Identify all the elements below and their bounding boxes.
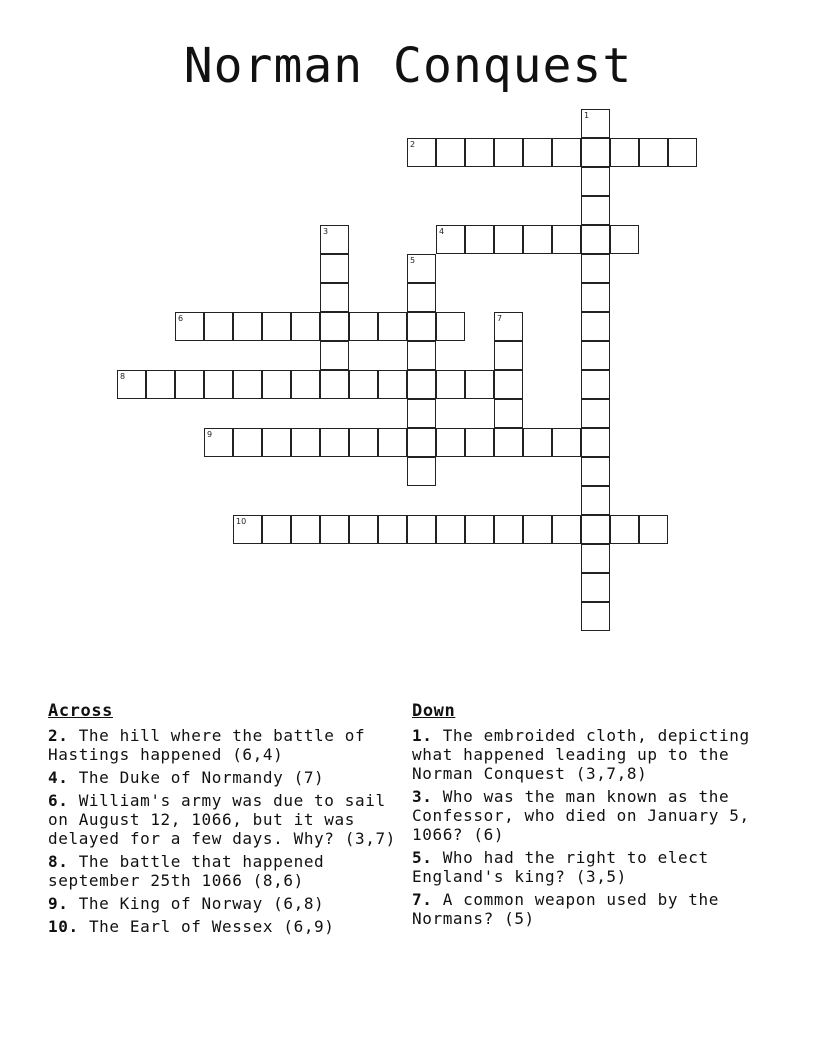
- clue-number: 2.: [48, 726, 69, 745]
- grid-cell[interactable]: [494, 225, 523, 254]
- grid-cell[interactable]: [175, 312, 204, 341]
- clue-number: 8.: [48, 852, 69, 871]
- clue-down-1: [412, 726, 767, 783]
- grid-cell[interactable]: [407, 370, 436, 399]
- grid-cell[interactable]: [320, 515, 349, 544]
- grid-cell[interactable]: [407, 283, 436, 312]
- clue-number: 1.: [412, 726, 433, 745]
- across-heading: Across: [48, 701, 114, 721]
- grid-cell[interactable]: [262, 428, 291, 457]
- clue-down-3: [412, 787, 767, 844]
- grid-cell[interactable]: [465, 515, 494, 544]
- cell-number: 5: [410, 256, 416, 265]
- grid-cell[interactable]: [378, 428, 407, 457]
- grid-cell[interactable]: [523, 225, 552, 254]
- grid-cell[interactable]: [320, 428, 349, 457]
- grid-cell[interactable]: [523, 515, 552, 544]
- clue-across-6: [48, 791, 403, 848]
- grid-cell[interactable]: [581, 370, 610, 399]
- grid-cell[interactable]: [407, 254, 436, 283]
- clue-across-2: [48, 726, 403, 764]
- grid-cell[interactable]: [581, 573, 610, 602]
- grid-cell[interactable]: [552, 225, 581, 254]
- grid-cell[interactable]: [204, 312, 233, 341]
- grid-cell[interactable]: [639, 515, 668, 544]
- grid-cell[interactable]: [320, 341, 349, 370]
- clue-text: Who had the right to elect England's king? (3,5): [412, 848, 709, 886]
- clue-number: 6.: [48, 791, 69, 810]
- grid-cell[interactable]: [436, 428, 465, 457]
- grid-cell[interactable]: [552, 428, 581, 457]
- grid-cell[interactable]: [320, 283, 349, 312]
- clue-across-10: [48, 917, 403, 936]
- cell-number: 7: [497, 314, 503, 323]
- grid-cell[interactable]: [581, 138, 610, 167]
- clue-text: The Earl of Wessex (6,9): [88, 917, 335, 936]
- clue-number: 4.: [48, 768, 69, 787]
- clue-across-4: [48, 768, 403, 787]
- grid-cell[interactable]: [465, 225, 494, 254]
- grid-cell[interactable]: [639, 138, 668, 167]
- grid-cell[interactable]: [262, 370, 291, 399]
- grid-cell[interactable]: [233, 428, 262, 457]
- cell-number: 4: [439, 227, 445, 236]
- grid-cell[interactable]: [349, 515, 378, 544]
- grid-cell[interactable]: [291, 370, 320, 399]
- grid-cell[interactable]: [407, 399, 436, 428]
- clue-text: William's army was due to sail on August 12, 1066, but it was delayed for a few days. Why? (3,7): [48, 791, 396, 848]
- grid-cell[interactable]: [204, 428, 233, 457]
- grid-cell[interactable]: [465, 428, 494, 457]
- clue-text: Who was the man known as the Confessor, who died on January 5, 1066? (6): [412, 787, 750, 844]
- grid-cell[interactable]: [407, 457, 436, 486]
- grid-cell[interactable]: [465, 138, 494, 167]
- grid-cell[interactable]: [262, 312, 291, 341]
- grid-cell[interactable]: [407, 341, 436, 370]
- grid-cell[interactable]: [552, 515, 581, 544]
- cell-number: 9: [207, 430, 213, 439]
- grid-cell[interactable]: [581, 109, 610, 138]
- grid-cell[interactable]: [407, 428, 436, 457]
- grid-cell[interactable]: [523, 138, 552, 167]
- clue-down-7: [412, 890, 767, 928]
- clue-down-5: [412, 848, 767, 886]
- grid-cell[interactable]: [436, 370, 465, 399]
- grid-cell[interactable]: [378, 312, 407, 341]
- clue-number: 9.: [48, 894, 69, 913]
- grid-cell[interactable]: [407, 138, 436, 167]
- clue-number: 5.: [412, 848, 433, 867]
- cell-number: 10: [236, 517, 247, 526]
- grid-cell[interactable]: [581, 312, 610, 341]
- grid-cell[interactable]: [581, 225, 610, 254]
- grid-cell[interactable]: [407, 312, 436, 341]
- clue-text: The Duke of Normandy (7): [78, 768, 325, 787]
- cell-number: 6: [178, 314, 184, 323]
- grid-cell[interactable]: [581, 254, 610, 283]
- grid-cell[interactable]: [494, 312, 523, 341]
- grid-cell[interactable]: [581, 196, 610, 225]
- grid-cell[interactable]: [146, 370, 175, 399]
- grid-cell[interactable]: [349, 428, 378, 457]
- grid-cell[interactable]: [436, 312, 465, 341]
- across-clues: [48, 700, 403, 940]
- clue-across-9: [48, 894, 403, 913]
- grid-cell[interactable]: [407, 515, 436, 544]
- cell-number: 8: [120, 372, 126, 381]
- grid-cell[interactable]: [494, 399, 523, 428]
- grid-cell[interactable]: [581, 428, 610, 457]
- clue-number: 7.: [412, 890, 433, 909]
- clue-text: The hill where the battle of Hastings happened (6,4): [48, 726, 366, 764]
- grid-cell[interactable]: [291, 515, 320, 544]
- grid-cell[interactable]: [233, 312, 262, 341]
- grid-cell[interactable]: [581, 167, 610, 196]
- grid-cell[interactable]: [581, 602, 610, 631]
- grid-cell[interactable]: [610, 138, 639, 167]
- grid-cell[interactable]: [610, 225, 639, 254]
- grid-cell[interactable]: [668, 138, 697, 167]
- grid-cell[interactable]: [117, 370, 146, 399]
- grid-cell[interactable]: [552, 138, 581, 167]
- cell-number: 1: [584, 111, 590, 120]
- grid-cell[interactable]: [610, 515, 639, 544]
- down-clues: [412, 700, 767, 932]
- grid-cell[interactable]: [175, 370, 204, 399]
- grid-cell[interactable]: [378, 370, 407, 399]
- clue-number: 10.: [48, 917, 79, 936]
- puzzle-title: Norman Conquest: [183, 38, 633, 94]
- grid-cell[interactable]: [436, 225, 465, 254]
- clue-text: The battle that happened september 25th 1066 (8,6): [48, 852, 325, 890]
- grid-cell[interactable]: [494, 341, 523, 370]
- clue-text: The King of Norway (6,8): [78, 894, 325, 913]
- clue-text: The embroided cloth, depicting what happened leading up to the Norman Conquest (3,7,8): [412, 726, 750, 783]
- grid-cell[interactable]: [233, 370, 262, 399]
- grid-cell[interactable]: [581, 399, 610, 428]
- grid-cell[interactable]: [581, 341, 610, 370]
- grid-cell[interactable]: [320, 225, 349, 254]
- grid-cell[interactable]: [523, 428, 552, 457]
- grid-cell[interactable]: [233, 515, 262, 544]
- grid-cell[interactable]: [494, 138, 523, 167]
- cell-number: 2: [410, 140, 416, 149]
- clue-across-8: [48, 852, 403, 890]
- grid-cell[interactable]: [436, 138, 465, 167]
- grid-cell[interactable]: [494, 370, 523, 399]
- grid-cell[interactable]: [581, 283, 610, 312]
- grid-cell[interactable]: [581, 515, 610, 544]
- grid-cell[interactable]: [581, 544, 610, 573]
- clue-number: 3.: [412, 787, 433, 806]
- grid-cell[interactable]: [378, 515, 407, 544]
- cell-number: 3: [323, 227, 329, 236]
- grid-cell[interactable]: [204, 370, 233, 399]
- grid-cell[interactable]: [494, 428, 523, 457]
- clue-text: A common weapon used by the Normans? (5): [412, 890, 719, 928]
- grid-cell[interactable]: [436, 515, 465, 544]
- grid-cell[interactable]: [349, 312, 378, 341]
- grid-cell[interactable]: [581, 457, 610, 486]
- grid-cell[interactable]: [320, 370, 349, 399]
- grid-cell[interactable]: [320, 312, 349, 341]
- grid-cell[interactable]: [581, 486, 610, 515]
- down-heading: Down: [412, 701, 456, 721]
- grid-cell[interactable]: [320, 254, 349, 283]
- grid-cell[interactable]: [291, 428, 320, 457]
- grid-cell[interactable]: [349, 370, 378, 399]
- grid-cell[interactable]: [262, 515, 291, 544]
- grid-cell[interactable]: [291, 312, 320, 341]
- grid-cell[interactable]: [494, 515, 523, 544]
- grid-cell[interactable]: [465, 370, 494, 399]
